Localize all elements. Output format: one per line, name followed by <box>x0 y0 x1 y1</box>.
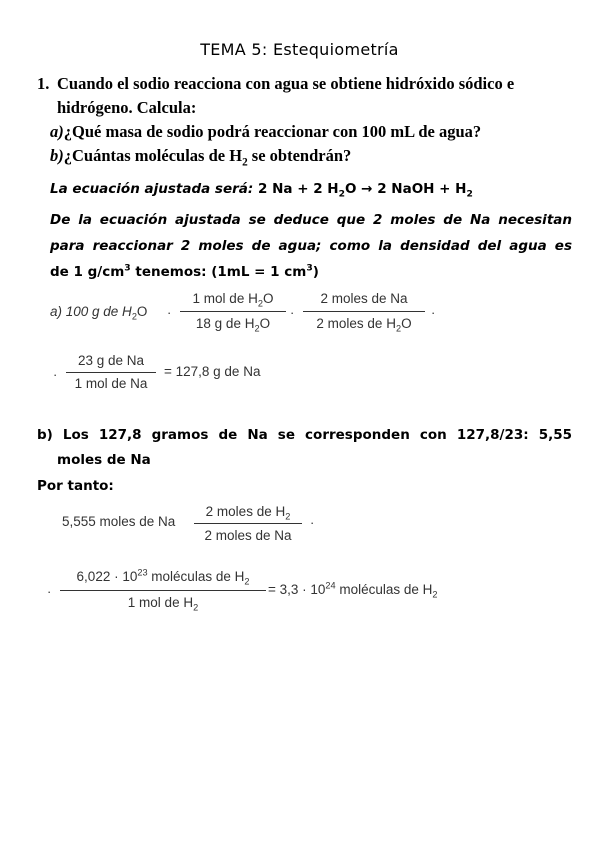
deduction-line-3: de 1 $g/cm^3$ tenemos: (1mL = 1 $cm^3$) <box>50 262 319 280</box>
fraction-bar <box>60 590 266 591</box>
fraction-bar <box>66 372 156 373</box>
calc-a-lead: a) 100 g de $H_2O$ <box>50 304 148 322</box>
fraction-bar <box>194 523 302 524</box>
deduction-line-1: De la ecuación ajustada se deduce que 2 moles de Na necesitan <box>50 212 572 228</box>
question-a-text: ¿Qué masa de sodio podrá reaccionar con 100 mL de agua? <box>63 122 482 141</box>
question-b-label: b) <box>50 146 64 165</box>
question-b: b)¿Cuántas moléculas de $H_2$ se obtendrán? <box>50 146 352 169</box>
fraction-b2-denominator: 1 mol de $H_2$ <box>127 595 199 613</box>
fraction-a3-numerator: 23 g de Na <box>77 353 145 368</box>
fraction-b1-denominator: 2 moles de Na <box>204 528 292 543</box>
fraction-a2-numerator: 2 moles de Na <box>320 291 408 306</box>
fraction-bar <box>180 311 286 312</box>
part-b-line-2: moles de Na <box>57 452 151 468</box>
por-tanto: Por tanto: <box>37 478 114 494</box>
problem-number: 1. <box>37 74 50 93</box>
fraction-a2-denominator: 2 moles de $H_2O$ <box>316 316 412 334</box>
part-b-line-1: b) Los 127,8 gramos de Na se corresponden con 127,8/23: 5,55 <box>37 427 572 443</box>
calc-a-result: = 127,8 g de Na <box>164 364 261 379</box>
question-a-label: a) <box>50 122 64 141</box>
dot-operator: · <box>431 305 436 320</box>
fraction-bar <box>303 311 425 312</box>
fraction-a1-numerator: 1 mol de $H_2O$ <box>192 291 274 309</box>
problem-line-2: hidrógeno. Calcula: <box>57 98 197 117</box>
dot-operator: · <box>290 305 295 320</box>
balanced-equation: La ecuación ajustada será: 2 Na + 2 $H_2O \to 2$ NaOH + $H_2$ <box>50 181 473 200</box>
fraction-b1-numerator: 2 moles de $H_2$ <box>205 504 291 522</box>
dot-operator: · <box>167 305 172 320</box>
deduction-line-2: para reaccionar 2 moles de agua; como la densidad del agua es <box>50 238 572 254</box>
fraction-a3-denominator: 1 mol de Na <box>74 376 148 391</box>
calc-b-lead: 5,555 moles de Na <box>62 514 176 529</box>
problem-line-1: Cuando el sodio reacciona con agua se obtiene hidróxido sódico e <box>57 74 515 93</box>
fraction-b2-numerator: $6,022 \cdot 10^{23}$ moléculas de $H_2$ <box>76 567 250 587</box>
dot-operator: · <box>47 584 52 599</box>
dot-operator: · <box>310 515 315 530</box>
dot-operator: · <box>53 367 58 382</box>
calc-b-result: = $3,3 \cdot 10^{24}$ moléculas de $H_2$ <box>268 580 438 600</box>
fraction-a1-denominator: 18 g de $H_2O$ <box>195 316 271 334</box>
page-title: TEMA 5: Estequiometría <box>200 40 399 59</box>
question-a <box>50 122 481 142</box>
